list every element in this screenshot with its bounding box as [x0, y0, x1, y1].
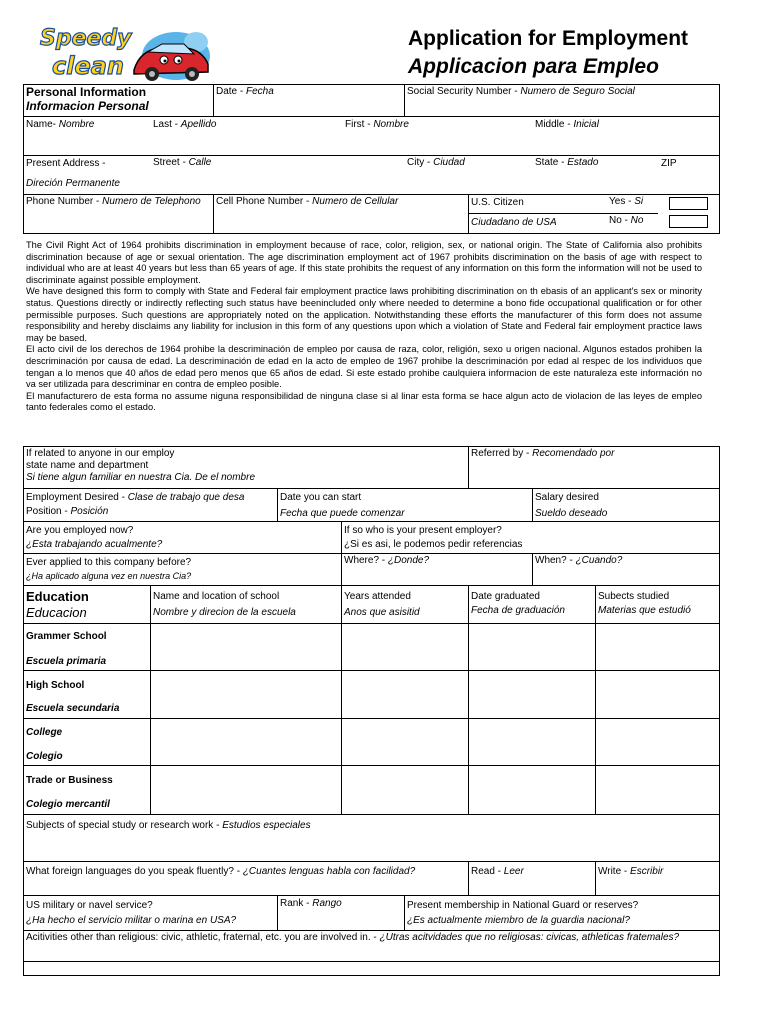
divider: [277, 488, 278, 521]
divider: [404, 84, 405, 116]
street-label-es: Calle: [188, 157, 212, 168]
divider: [532, 488, 533, 521]
yes-label-es: Si: [634, 196, 644, 207]
state-label: [535, 157, 598, 168]
subjects-studied-label: Subects studied: [598, 591, 670, 602]
phone-label-en: Phone Number -: [26, 196, 103, 207]
date-label-es: Fecha: [246, 86, 274, 97]
no-label-en: No -: [609, 215, 631, 226]
cell-label: [216, 196, 398, 207]
divider: [23, 961, 720, 962]
related-label-1: If related to anyone in our employ: [26, 448, 175, 459]
where-label: [344, 555, 429, 566]
name-label-es: Nombre: [58, 119, 95, 130]
street-label-en: Street -: [153, 157, 189, 168]
rank-label-en: Rank -: [280, 898, 313, 909]
where-label-en: Where? -: [344, 555, 388, 566]
start-date-label: Date you can start: [280, 492, 362, 503]
section-personal-info: Personal Information: [26, 85, 147, 99]
divider: [23, 116, 720, 117]
present-employer-label: If so who is your present employer?: [344, 525, 502, 536]
desired-label-es: Clase de trabajo que desa: [127, 492, 245, 503]
write-label-en: Write -: [598, 866, 631, 877]
high-school-label: High School: [26, 680, 85, 691]
cell-label-es: Numero de Cellular: [312, 196, 399, 207]
ssn-label-es: Numero de Seguro Social: [520, 86, 635, 97]
activities-label-es: ¿Utras acitvidades que no religiosas: civicas, athleticas fratemales?: [379, 932, 680, 943]
salary-label-es: Sueldo deseado: [535, 508, 608, 519]
divider: [468, 585, 469, 814]
divider: [213, 194, 214, 234]
grammar-school-label-es: Escuela primaria: [26, 656, 107, 667]
zip-label: ZIP: [661, 158, 677, 169]
divider: [532, 553, 533, 585]
languages-label-en: What foreign languages do you speak fluently? -: [26, 866, 243, 877]
citizen-yes-checkbox[interactable]: [669, 197, 708, 210]
last-label-en: Last -: [153, 119, 181, 130]
desired-label-en: Employment Desired -: [26, 492, 128, 503]
national-guard-label-es: ¿Es actualmente miembro de la guardia nacional?: [407, 915, 630, 926]
date-label: [216, 86, 274, 97]
referred-label: [471, 448, 614, 459]
ssn-label-en: Social Security Number -: [407, 86, 521, 97]
phone-label-es: Numero de Telephono: [102, 196, 201, 207]
college-label-es: Colegio: [26, 751, 63, 762]
legal-notice: [26, 240, 702, 414]
no-label-es: No: [630, 215, 644, 226]
divider: [468, 213, 658, 214]
phone-label: [26, 196, 201, 207]
citizen-no-checkbox[interactable]: [669, 215, 708, 228]
address-label: Present Address -: [26, 158, 106, 169]
write-label-es: Escribir: [630, 866, 664, 877]
activities-label: [26, 932, 679, 943]
start-date-label-es: Fecha que puede comenzar: [280, 508, 405, 519]
first-label-es: Nombre: [373, 119, 409, 130]
read-label: [471, 866, 524, 877]
citizen-label-es: Ciudadano de USA: [471, 217, 557, 228]
divider: [23, 718, 720, 719]
divider: [595, 585, 596, 814]
years-attended-label: Years attended: [344, 591, 411, 602]
divider: [23, 930, 720, 931]
divider: [23, 623, 720, 624]
languages-label-es: ¿Cuantes lenguas habla con facilidad?: [242, 866, 416, 877]
divider: [404, 895, 405, 930]
title-spanish: Applicacion para Empleo: [408, 55, 659, 78]
college-label: College: [26, 727, 63, 738]
state-label-es: Estado: [567, 157, 599, 168]
state-label-en: State -: [535, 157, 568, 168]
grammar-school-label: Grammer School: [26, 631, 107, 642]
divider: [468, 446, 469, 488]
special-label-es: Estudios especiales: [222, 820, 311, 831]
title-english: Application for Employment: [408, 27, 689, 50]
date-graduated-label-es: Fecha de graduación: [471, 605, 565, 616]
position-label: [26, 506, 108, 517]
name-label: [26, 119, 94, 130]
divider: [213, 84, 214, 116]
section-personal-info-es: Informacion Personal: [26, 99, 149, 113]
activities-label-en: Acitivities other than religious: civic, athletic, fraternal, etc. you are involved in. -: [26, 932, 380, 943]
rank-label-es: Rango: [312, 898, 342, 909]
present-employer-label-es: ¿Si es asi, le podemos pedir referencias: [344, 539, 523, 550]
trade-school-label-es: Colegio mercantil: [26, 799, 110, 810]
name-label-en: Name-: [26, 119, 59, 130]
rank-label: [280, 898, 342, 909]
special-label-en: Subjects of special study or research work -: [26, 820, 223, 831]
company-logo: [36, 24, 214, 86]
subjects-studied-label-es: Materias que estudió: [598, 605, 691, 616]
divider: [23, 585, 720, 586]
referred-label-es: Recomendado por: [532, 448, 615, 459]
street-label: [153, 157, 211, 168]
when-label-en: When? -: [535, 555, 576, 566]
applied-before-label-es: ¿Ha aplicado alguna vez en nuestra Cia?: [26, 571, 192, 581]
related-label-2: state name and department: [26, 460, 149, 471]
employment-desired-label: [26, 492, 244, 503]
divider: [468, 194, 469, 234]
when-label-es: ¿Cuando?: [575, 555, 623, 566]
divider: [23, 194, 720, 195]
date-graduated-label: Date graduated: [471, 591, 540, 602]
military-label: US military or navel service?: [26, 900, 153, 911]
logo-text-speedy: Speedy: [40, 26, 132, 51]
divider: [23, 765, 720, 766]
related-label-es: Si tiene algun familiar en nuestra Cia. De el nombre: [26, 472, 256, 483]
languages-label: [26, 866, 415, 877]
first-label-en: First -: [345, 119, 374, 130]
when-label: [535, 555, 622, 566]
citizen-label: U.S. Citizen: [471, 197, 524, 208]
logo-text-clean: clean: [52, 52, 125, 80]
where-label-es: ¿Donde?: [387, 555, 430, 566]
special-study-label: [26, 820, 311, 831]
divider: [150, 585, 151, 814]
education-title-es: Educacion: [26, 605, 87, 620]
read-label-es: Leer: [503, 866, 524, 877]
years-attended-label-es: Anos que asisitid: [344, 607, 420, 618]
school-name-label: Name and location of school: [153, 591, 280, 602]
cell-label-en: Cell Phone Number -: [216, 196, 313, 207]
no-label: [609, 215, 643, 226]
last-label-es: Apellido: [180, 119, 217, 130]
military-label-es: ¿Ha hecho el servicio militar o marina en USA?: [26, 915, 237, 926]
divider: [23, 814, 720, 815]
position-label-es: Posición: [70, 506, 109, 517]
city-label: [407, 157, 465, 168]
divider: [277, 895, 278, 930]
divider: [341, 585, 342, 814]
national-guard-label: Present membership in National Guard or reserves?: [407, 900, 639, 911]
yes-label: [609, 196, 643, 207]
legal-paragraph-4: El manufacturero de esta forma no assume niguna responsibilidad de ninguna clase si al linar esta forma se hace algun acto de violacion de las leyes de empleo tanto federales como el estado.: [26, 390, 702, 413]
applied-before-label: Ever applied to this company before?: [26, 557, 192, 568]
school-name-label-es: Nombre y direcion de la escuela: [153, 607, 296, 618]
city-label-es: Ciudad: [433, 157, 465, 168]
divider: [23, 670, 720, 671]
last-name-label: [153, 119, 216, 130]
legal-paragraph-3: El acto civil de los derechos de 1964 prohibe la descriminación de empleo por causa de raza, color, religión, sexo u origen nacional. Algunos estados prohiben la descriminación por causa de edad. La descriminación de edad en la acto de empleo de 1967 prohibe la descriminación por edad al respec de los individuos que tengan a lo menos que 40 años de edad pero menos que 65 años de edad. Si este estado prohibe caulquiera informacion de este naturaleza este información no va ser utilizada para descriminar en contra de empleo posible.: [26, 344, 702, 390]
trade-school-label: Trade or Business: [26, 775, 113, 786]
middle-label-es: Inicial: [573, 119, 599, 130]
education-title: Education: [26, 589, 89, 604]
yes-label-en: Yes -: [609, 196, 635, 207]
divider: [23, 895, 720, 896]
divider: [595, 861, 596, 895]
high-school-label-es: Escuela secundaria: [26, 703, 120, 714]
employed-now-label-es: ¿Esta trabajando acualmente?: [26, 539, 163, 550]
ssn-label: [407, 86, 635, 97]
middle-label-en: Middle -: [535, 119, 574, 130]
read-label-en: Read -: [471, 866, 504, 877]
position-label-en: Position -: [26, 506, 71, 517]
divider: [23, 155, 720, 156]
legal-paragraph-2: We have designed this form to comply with State and Federal fair employment practice laws prohibiting discrimination on th ebasis of an applicant's sex or minority status. Questions directly or indirectly reflecting such status have beenincluded only where needed to determine a bono fide occupational qualification or for other permissible purposes. Such questions are appropriately noted on the application. Notwithstanding these efforts the manufacturer of this form does not assume responsibility and hereby disclaims any liability for inclusion in this form of any questions upon which a violation of State and Federal fair employment practice laws may be based.: [26, 286, 702, 343]
first-name-label: [345, 119, 409, 130]
legal-paragraph-1: The Civil Right Act of 1964 prohibits discrimination in employment because of race, color, religion, sex, or national origin. The State of California also prohibits discrimination because of age or sexual orientation. The age discrimination employment act of 1967 prohibits discrimination on the basis of age with respect to individual who are at least 40 years but less than 65 years of age. If this state prohibits the request of any information on this form the information will not be used to discriminate against possible employment.: [26, 240, 702, 285]
divider: [23, 553, 720, 554]
salary-label: Salary desired: [535, 492, 599, 503]
divider: [23, 521, 720, 522]
referred-label-en: Referred by -: [471, 448, 533, 459]
divider: [23, 488, 720, 489]
divider: [341, 521, 342, 585]
address-label-es: Direción Permanente: [26, 178, 120, 189]
employed-now-label: Are you employed now?: [26, 525, 134, 536]
middle-name-label: [535, 119, 599, 130]
divider: [468, 861, 469, 895]
date-label-en: Date -: [216, 86, 247, 97]
write-label: [598, 866, 663, 877]
city-label-en: City -: [407, 157, 434, 168]
divider: [23, 861, 720, 862]
